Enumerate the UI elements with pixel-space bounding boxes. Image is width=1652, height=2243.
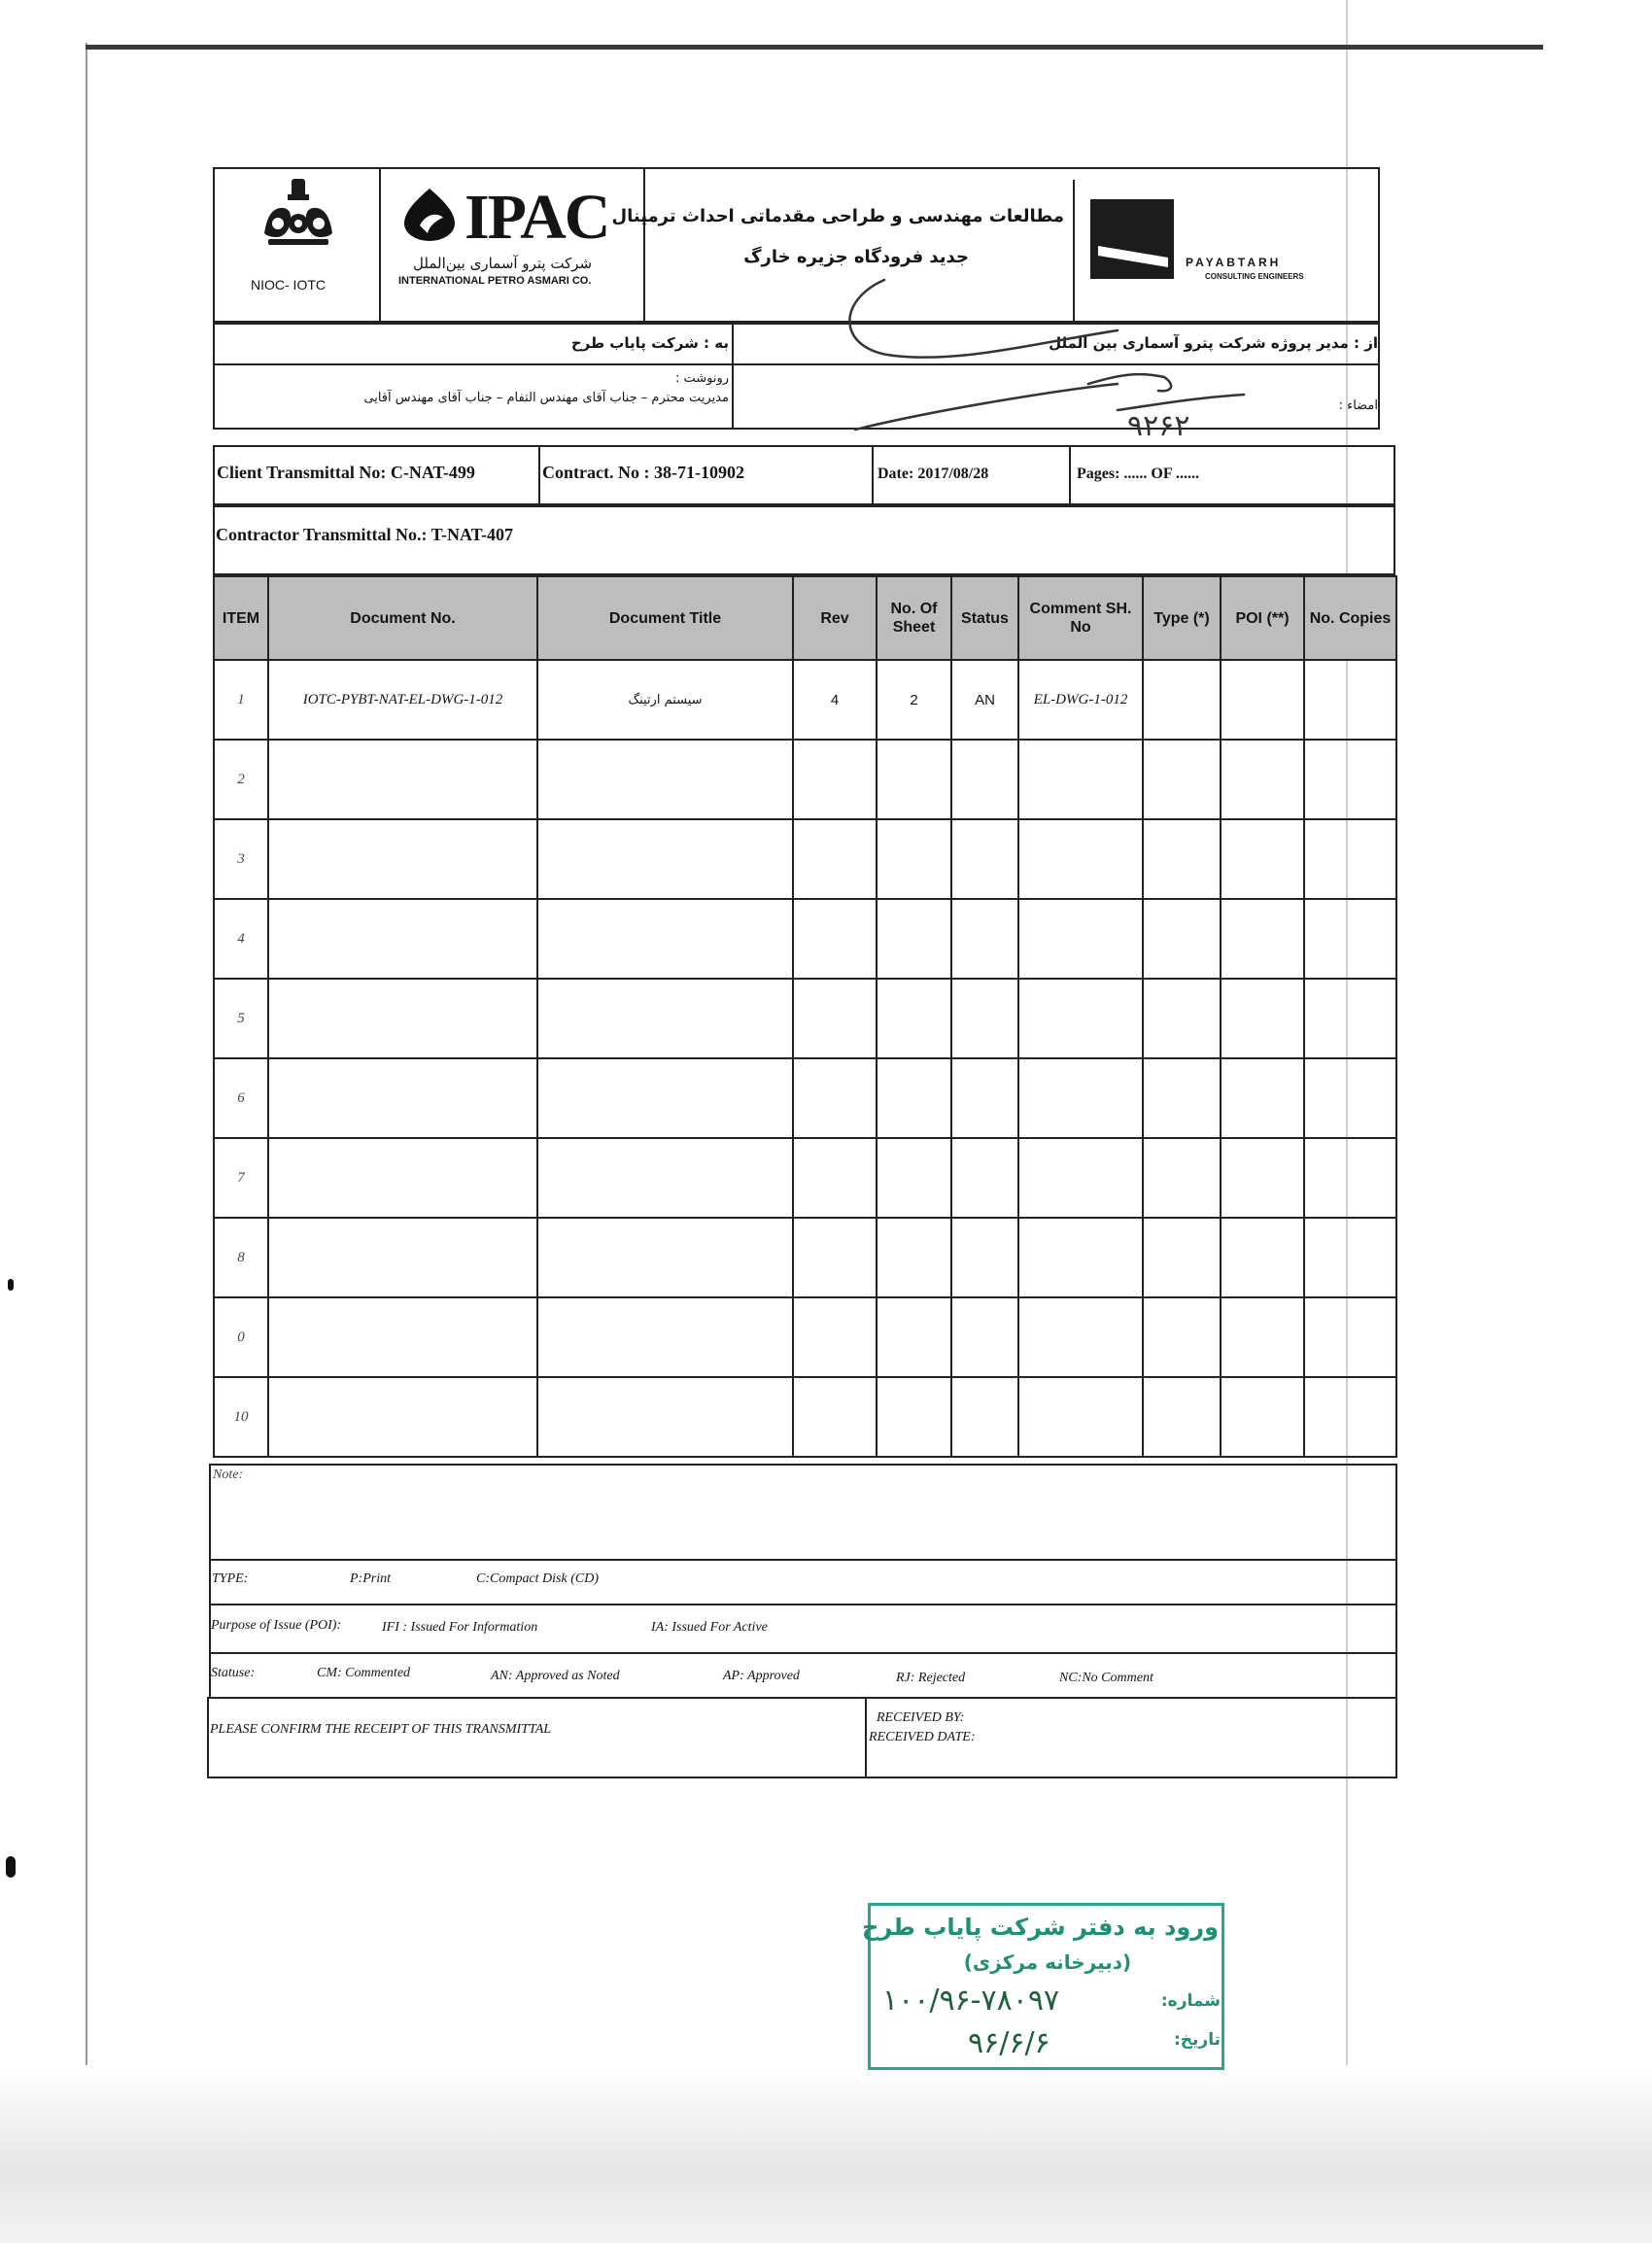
status-label: Statuse: xyxy=(211,1666,256,1680)
stamp-line1: ورود به دفتر شرکت پایاب طرح xyxy=(862,1914,1219,1941)
cc-label: رونوشت : xyxy=(674,371,729,386)
table-cell xyxy=(793,740,877,819)
status-ap: AP: Approved xyxy=(723,1669,800,1683)
receipt-stamp xyxy=(862,1903,1224,2070)
table-cell xyxy=(1304,979,1396,1058)
table-cell xyxy=(1018,1138,1143,1218)
status-an: AN: Approved as Noted xyxy=(491,1669,620,1683)
table-cell xyxy=(268,1058,537,1138)
table-cell xyxy=(537,1297,793,1377)
pages: Pages: ...... OF ...... xyxy=(1077,466,1200,482)
purpose-ia: IA: Issued For Active xyxy=(651,1620,768,1635)
table-cell xyxy=(1018,740,1143,819)
document-table xyxy=(213,575,1397,1458)
row-item: 7 xyxy=(214,1138,268,1218)
meta-div-1 xyxy=(538,445,540,505)
col-rev: Rev xyxy=(793,576,877,660)
row-type xyxy=(1143,660,1221,740)
handwritten-number: ۹۲۶۲ xyxy=(1127,409,1190,442)
table-cell xyxy=(537,1058,793,1138)
table-row xyxy=(214,1377,1396,1457)
table-cell xyxy=(1143,1218,1221,1297)
table-cell xyxy=(877,979,951,1058)
signature-label: امضاء : xyxy=(1338,398,1378,413)
contractor-transmittal: Contractor Transmittal No.: T-NAT-407 xyxy=(216,525,513,544)
project-title-line1: مطالعات مهندسی و طراحی مقدماتی احداث ترمینال xyxy=(611,206,1064,226)
table-cell xyxy=(1018,819,1143,899)
header-divider-1 xyxy=(379,167,381,323)
row-copies xyxy=(1304,660,1396,740)
table-cell xyxy=(951,1138,1018,1218)
table-cell xyxy=(268,899,537,979)
page-top-rule xyxy=(86,45,1543,50)
table-row xyxy=(214,1058,1396,1138)
project-title-line2: جدید فرودگاه جزیره خارگ xyxy=(743,247,969,267)
table-row xyxy=(214,1297,1396,1377)
address-vline xyxy=(732,323,734,430)
table-cell xyxy=(1221,979,1304,1058)
ipac-logo-text: IPAC xyxy=(465,182,609,253)
table-cell xyxy=(1221,1138,1304,1218)
table-cell xyxy=(268,1297,537,1377)
table-cell xyxy=(951,899,1018,979)
table-cell xyxy=(537,899,793,979)
from-field: از : مدیر پروژه شرکت پترو آسماری بین الملل xyxy=(1049,334,1378,352)
row-item: 6 xyxy=(214,1058,268,1138)
table-cell xyxy=(1221,1058,1304,1138)
scan-shadow xyxy=(0,2065,1652,2243)
table-cell xyxy=(1304,1377,1396,1457)
table-cell xyxy=(1221,819,1304,899)
table-cell xyxy=(877,1377,951,1457)
table-cell xyxy=(793,1297,877,1377)
ipac-name-en: INTERNATIONAL PETRO ASMARI CO. xyxy=(398,275,592,287)
table-cell xyxy=(877,1297,951,1377)
col-document-title: Document Title xyxy=(537,576,793,660)
status-cm: CM: Commented xyxy=(317,1666,411,1680)
table-cell xyxy=(793,1138,877,1218)
table-cell xyxy=(877,1058,951,1138)
table-cell xyxy=(1304,1138,1396,1218)
row-document-title: سیستم ارتینگ xyxy=(537,660,793,740)
note-label: Note: xyxy=(213,1467,244,1482)
row-item: 0 xyxy=(214,1297,268,1377)
table-cell xyxy=(951,1377,1018,1457)
table-cell xyxy=(1143,819,1221,899)
received-date: RECEIVED DATE: xyxy=(869,1730,976,1744)
handwritten-signature xyxy=(797,262,1322,442)
payabtarh-sub: CONSULTING ENGINEERS xyxy=(1205,272,1304,281)
table-cell xyxy=(877,819,951,899)
stamp-line2: (دبیرخانه مرکزی) xyxy=(963,1950,1132,1974)
col-item: ITEM xyxy=(214,576,268,660)
table-cell xyxy=(1018,1377,1143,1457)
note-box xyxy=(209,1464,1397,1561)
row-poi xyxy=(1221,660,1304,740)
table-row xyxy=(214,979,1396,1058)
table-cell xyxy=(268,819,537,899)
table-cell xyxy=(951,1297,1018,1377)
row-item: 8 xyxy=(214,1218,268,1297)
row-sheets: 2 xyxy=(877,660,951,740)
col-document-no: Document No. xyxy=(268,576,537,660)
table-cell xyxy=(877,1138,951,1218)
table-cell xyxy=(1018,1297,1143,1377)
table-cell xyxy=(1304,740,1396,819)
table-cell xyxy=(1221,899,1304,979)
binder-mark xyxy=(6,1856,16,1878)
table-cell xyxy=(1304,899,1396,979)
table-row xyxy=(214,660,1396,740)
table-cell xyxy=(1018,1218,1143,1297)
payabtarh-name: PAYABTARH xyxy=(1186,256,1282,269)
table-row xyxy=(214,819,1396,899)
table-cell xyxy=(793,899,877,979)
table-cell xyxy=(1018,979,1143,1058)
table-cell xyxy=(268,979,537,1058)
col-no-copies: No. Copies xyxy=(1304,576,1396,660)
table-header-row xyxy=(214,576,1396,660)
date: Date: 2017/08/28 xyxy=(878,466,989,482)
table-cell xyxy=(537,740,793,819)
confirm-divider xyxy=(865,1697,867,1778)
row-status: AN xyxy=(951,660,1018,740)
nioc-label: NIOC- IOTC xyxy=(251,277,326,293)
meta-div-2 xyxy=(872,445,874,505)
row-document-no: IOTC-PYBT-NAT-EL-DWG-1-012 xyxy=(268,660,537,740)
type-cd: C:Compact Disk (CD) xyxy=(476,1571,599,1586)
nioc-logo xyxy=(255,177,342,257)
status-rj: RJ: Rejected xyxy=(896,1671,966,1685)
purpose-ifi: IFI : Issued For Information xyxy=(382,1620,538,1635)
table-cell xyxy=(793,979,877,1058)
table-cell xyxy=(537,1377,793,1457)
row-item: 3 xyxy=(214,819,268,899)
stamp-number-label: شماره: xyxy=(1160,1991,1221,2011)
table-cell xyxy=(793,819,877,899)
ipac-drop-icon xyxy=(400,187,459,241)
table-cell xyxy=(1143,740,1221,819)
binder-mark xyxy=(8,1279,14,1291)
stamp-number-value: ۱۰۰/۹۶-۷۸۰۹۷ xyxy=(882,1984,1060,2018)
table-cell xyxy=(951,1218,1018,1297)
table-cell xyxy=(951,1058,1018,1138)
confirm-box xyxy=(207,1697,1397,1778)
table-cell xyxy=(877,899,951,979)
table-cell xyxy=(1304,1218,1396,1297)
row-item: 4 xyxy=(214,899,268,979)
table-cell xyxy=(951,819,1018,899)
row-item: 2 xyxy=(214,740,268,819)
row-rev: 4 xyxy=(793,660,877,740)
type-print: P:Print xyxy=(350,1571,391,1586)
contract-no: Contract. No : 38-71-10902 xyxy=(542,463,744,482)
table-cell xyxy=(1304,1058,1396,1138)
table-cell xyxy=(951,979,1018,1058)
table-cell xyxy=(1221,1297,1304,1377)
row-comment-sh-no: EL-DWG-1-012 xyxy=(1018,660,1143,740)
table-cell xyxy=(1143,979,1221,1058)
table-cell xyxy=(1018,899,1143,979)
status-nc: NC:No Comment xyxy=(1059,1671,1153,1685)
table-cell xyxy=(1221,1377,1304,1457)
table-cell xyxy=(793,1377,877,1457)
row-item: 10 xyxy=(214,1377,268,1457)
table-cell xyxy=(268,1377,537,1457)
table-cell xyxy=(1304,819,1396,899)
confirm-receipt: PLEASE CONFIRM THE RECEIPT OF THIS TRANSMITTAL xyxy=(210,1722,552,1737)
row-item: 1 xyxy=(214,660,268,740)
col-comment-sh-no: Comment SH. No xyxy=(1018,576,1143,660)
received-by: RECEIVED BY: xyxy=(877,1710,965,1725)
stamp-date-label: تاریخ: xyxy=(1174,2030,1221,2050)
table-cell xyxy=(537,1218,793,1297)
table-cell xyxy=(877,740,951,819)
table-cell xyxy=(877,1218,951,1297)
ipac-name-fa: شرکت پترو آسماری بین‌الملل xyxy=(413,255,593,272)
row-item: 5 xyxy=(214,979,268,1058)
col-no-of-sheet: No. Of Sheet xyxy=(877,576,951,660)
table-cell xyxy=(537,819,793,899)
table-cell xyxy=(537,1138,793,1218)
table-cell xyxy=(793,1218,877,1297)
type-label: TYPE: xyxy=(212,1571,249,1586)
table-row xyxy=(214,740,1396,819)
table-cell xyxy=(268,740,537,819)
meta-div-3 xyxy=(1069,445,1071,505)
table-cell xyxy=(268,1138,537,1218)
to-field: به : شرکت پایاب طرح xyxy=(570,334,729,352)
table-cell xyxy=(1304,1297,1396,1377)
col-status: Status xyxy=(951,576,1018,660)
table-cell xyxy=(1221,740,1304,819)
client-transmittal: Client Transmittal No: C-NAT-499 xyxy=(217,463,475,482)
table-cell xyxy=(793,1058,877,1138)
table-cell xyxy=(1018,1058,1143,1138)
table-row xyxy=(214,899,1396,979)
table-cell xyxy=(537,979,793,1058)
col-type: Type (*) xyxy=(1143,576,1221,660)
table-row xyxy=(214,1218,1396,1297)
table-cell xyxy=(1221,1218,1304,1297)
table-cell xyxy=(1143,1377,1221,1457)
col-poi: POI (**) xyxy=(1221,576,1304,660)
cc-value: مدیریت محترم – جناب آقای مهندس التفام – جناب آقای مهندس آقایی xyxy=(363,391,729,405)
table-row xyxy=(214,1138,1396,1218)
stamp-date-value: ۹۶/۶/۶ xyxy=(968,2026,1050,2060)
table-cell xyxy=(1143,1297,1221,1377)
header-divider-2 xyxy=(643,167,645,323)
purpose-label: Purpose of Issue (POI): xyxy=(211,1618,342,1633)
table-cell xyxy=(268,1218,537,1297)
table-cell xyxy=(1143,899,1221,979)
table-cell xyxy=(1143,1058,1221,1138)
table-cell xyxy=(1143,1138,1221,1218)
table-cell xyxy=(951,740,1018,819)
